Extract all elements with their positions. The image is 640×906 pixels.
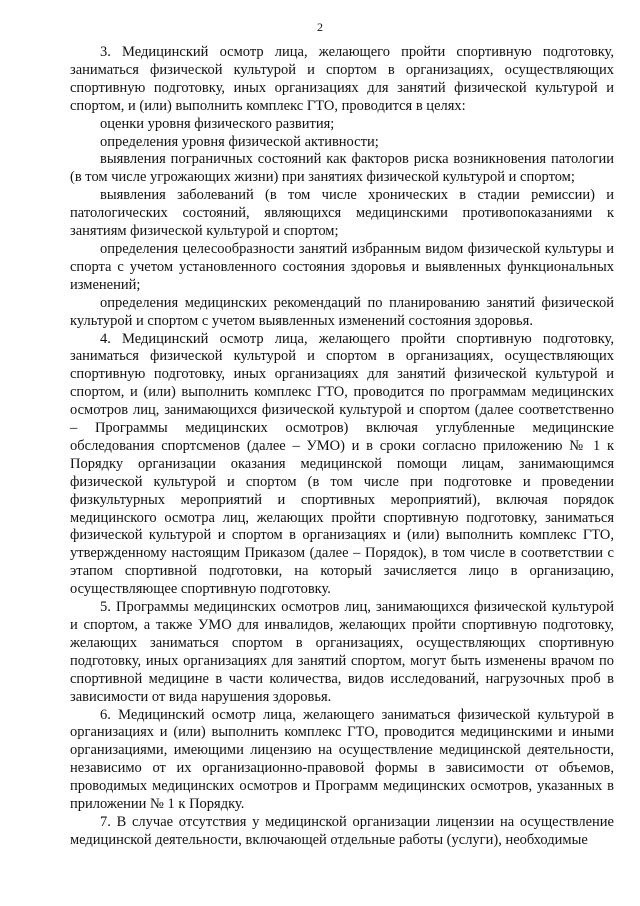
list-item-borderline-states: выявления пограничных состояний как факторов риска возникновения патологии (в том числе угрожающих жизни) при занятиях физической культурой и спортом; [70, 151, 614, 186]
paragraph-3-intro: 3. Медицинский осмотр лица, желающего пройти спортивную подготовку, заниматься физической культурой и спортом в организациях, осуществляющих спортивную подготовку, иных организациях для занятий физической культурой и спортом, и (или) выполнить комплекс ГТО, проводится в целях: [70, 44, 614, 114]
list-item-diseases: выявления заболеваний (в том числе хронических в стадии ремиссии) и патологических состояний, являющихся медицинскими противопоказаниями к занятиям физической культурой и спортом; [70, 187, 614, 240]
paragraph-5: 5. Программы медицинских осмотров лиц, занимающихся физической культурой и спортом, а также УМО для инвалидов, желающих пройти спортивную подготовку, желающих заниматься спортом в организациях, осуществляющих спортивную подготовку, иных организациях для занятий спортом, могут быть изменены врачом по спортивной медицине в части количества, видов исследований, нагрузочных проб в зависимости от вида нарушения здоровья. [70, 599, 614, 705]
document-body [70, 44, 614, 850]
list-item-physical-activity: определения уровня физической активности; [100, 133, 379, 150]
paragraph-4: 4. Медицинский осмотр лица, желающего пройти спортивную подготовку, заниматься физической культурой и спортом в организациях, осуществляющих спортивную подготовку, иных организациях для занятий физической культурой и спортом, и (или) выполнить комплекс ГТО, проводится по программам медицинских осмотров лиц, занимающихся физической культурой и спортом (далее соответственно – Программы медицинских осмотров) включая углубленные медицинские обследования спортсменов (далее – УМО) и в сроки согласно приложению № 1 к Порядку организации оказания медицинской помощи лицам, занимающимся физической культурой и спортом (в том числе при подготовке и проведении физкультурных мероприятий и спортивных мероприятий), включая порядок медицинского осмотра лиц, желающих пройти спортивную подготовку, заниматься физической культурой и спортом в организациях и (или) выполнить комплекс ГТО, утвержденному настоящим Приказом (далее – Порядок), в том числе в соответствии с этапом спортивной подготовки, на который зачисляется лицо в организацию, осуществляющее спортивную подготовку. [70, 330, 614, 598]
paragraph-7: 7. В случае отсутствия у медицинской организации лицензии на осуществление медицинской деятельности, включающей отдельные работы (услуги), необходимые [70, 813, 614, 848]
page-number: 2 [317, 20, 323, 34]
list-item-recommendations: определения медицинских рекомендаций по планированию занятий физической культурой и спортом с учетом выявленных изменений состояния здоровья. [70, 294, 614, 329]
list-item-physical-development: оценки уровня физического развития; [100, 115, 335, 132]
list-item-expediency: определения целесообразности занятий избранным видом физической культуры и спорта с учетом установленного состояния здоровья и выявленных функциональных изменений; [70, 240, 614, 293]
paragraph-6: 6. Медицинский осмотр лица, желающего заниматься физической культурой в организациях и (или) выполнить комплекс ГТО, проводится медицинскими и иными организациями, имеющими лицензию на осуществление медицинской деятельности, независимо от их организационно-правовой формы в зависимости от объемов, проводимых медицинских осмотров и Программ медицинских осмотров, указанных в приложении № 1 к Порядку. [70, 706, 614, 813]
